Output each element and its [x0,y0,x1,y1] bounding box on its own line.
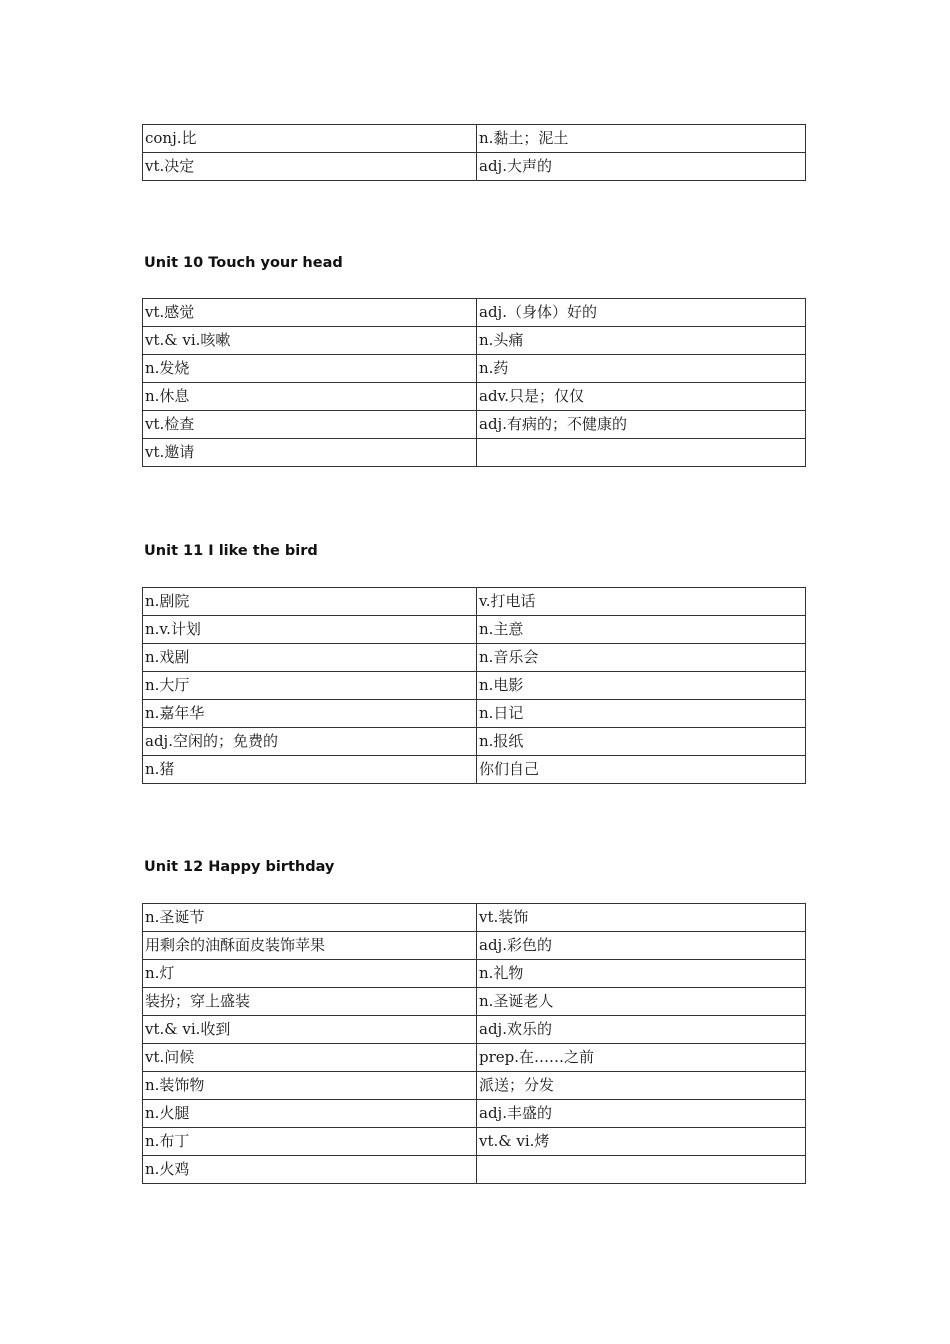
table-cell: n.装饰物 [143,1072,477,1100]
table-row [143,616,806,644]
table-cell: n.音乐会 [477,644,806,672]
table-cell: 用剩余的油酥面皮装饰苹果 [143,932,477,960]
table-cell: conj.比 [143,125,477,153]
table-cell: n.猪 [143,756,477,784]
table-row [143,904,806,932]
table-cell: vt.问候 [143,1044,477,1072]
table-cell: adj.欢乐的 [477,1016,806,1044]
table-row [143,988,806,1016]
unit-12-heading: Unit 12 Happy birthday [144,859,335,875]
table-cell: adj.（身体）好的 [477,299,806,327]
table-row [143,644,806,672]
table-row [143,355,806,383]
table-row [143,700,806,728]
table-row [143,1072,806,1100]
table-cell: n.药 [477,355,806,383]
table-cell: vt.检查 [143,411,477,439]
table-cell: n.剧院 [143,588,477,616]
table-cell [477,439,806,467]
table-cell: vt.装饰 [477,904,806,932]
vocab-table-unit-12 [142,903,806,1184]
table-row [143,932,806,960]
table-cell: n.嘉年华 [143,700,477,728]
table-cell: adv.只是；仅仅 [477,383,806,411]
table-cell: adj.彩色的 [477,932,806,960]
table-cell: adj.有病的；不健康的 [477,411,806,439]
table-cell: n.v.计划 [143,616,477,644]
table-cell: n.主意 [477,616,806,644]
table-cell [477,1156,806,1184]
table-row [143,728,806,756]
table-cell: v.打电话 [477,588,806,616]
table-cell: n.黏土；泥土 [477,125,806,153]
table-cell: n.礼物 [477,960,806,988]
table-cell: vt.& vi.烤 [477,1128,806,1156]
table-cell: adj.丰盛的 [477,1100,806,1128]
table-cell: n.日记 [477,700,806,728]
table-cell: 派送；分发 [477,1072,806,1100]
table-row [143,411,806,439]
vocab-table-continued [142,124,806,181]
table-row [143,327,806,355]
table-row [143,439,806,467]
table-cell: n.发烧 [143,355,477,383]
table-cell: vt.& vi.咳嗽 [143,327,477,355]
table-cell: 你们自己 [477,756,806,784]
table-row [143,672,806,700]
table-cell: vt.& vi.收到 [143,1016,477,1044]
table-row [143,125,806,153]
table-cell: n.戏剧 [143,644,477,672]
table-row [143,383,806,411]
table-cell: n.休息 [143,383,477,411]
unit-10-heading: Unit 10 Touch your head [144,255,343,271]
table-cell: n.大厅 [143,672,477,700]
table-row [143,299,806,327]
table-cell: 装扮；穿上盛装 [143,988,477,1016]
table-cell: prep.在……之前 [477,1044,806,1072]
table-row [143,1016,806,1044]
table-row [143,1128,806,1156]
unit-11-heading: Unit 11 I like the bird [144,543,318,559]
table-cell: n.报纸 [477,728,806,756]
table-cell: adj.大声的 [477,153,806,181]
table-cell: n.电影 [477,672,806,700]
table-row [143,1044,806,1072]
table-cell: n.火鸡 [143,1156,477,1184]
vocab-table-unit-10 [142,298,806,467]
table-cell: n.灯 [143,960,477,988]
table-cell: vt.感觉 [143,299,477,327]
table-cell: n.头痛 [477,327,806,355]
table-cell: adj.空闲的；免费的 [143,728,477,756]
table-cell: n.布丁 [143,1128,477,1156]
table-row [143,1100,806,1128]
table-cell: n.火腿 [143,1100,477,1128]
table-row [143,756,806,784]
table-cell: vt.决定 [143,153,477,181]
table-row [143,1156,806,1184]
table-cell: vt.邀请 [143,439,477,467]
table-row [143,153,806,181]
vocab-table-unit-11 [142,587,806,784]
table-row [143,960,806,988]
table-row [143,588,806,616]
table-cell: n.圣诞老人 [477,988,806,1016]
table-cell: n.圣诞节 [143,904,477,932]
